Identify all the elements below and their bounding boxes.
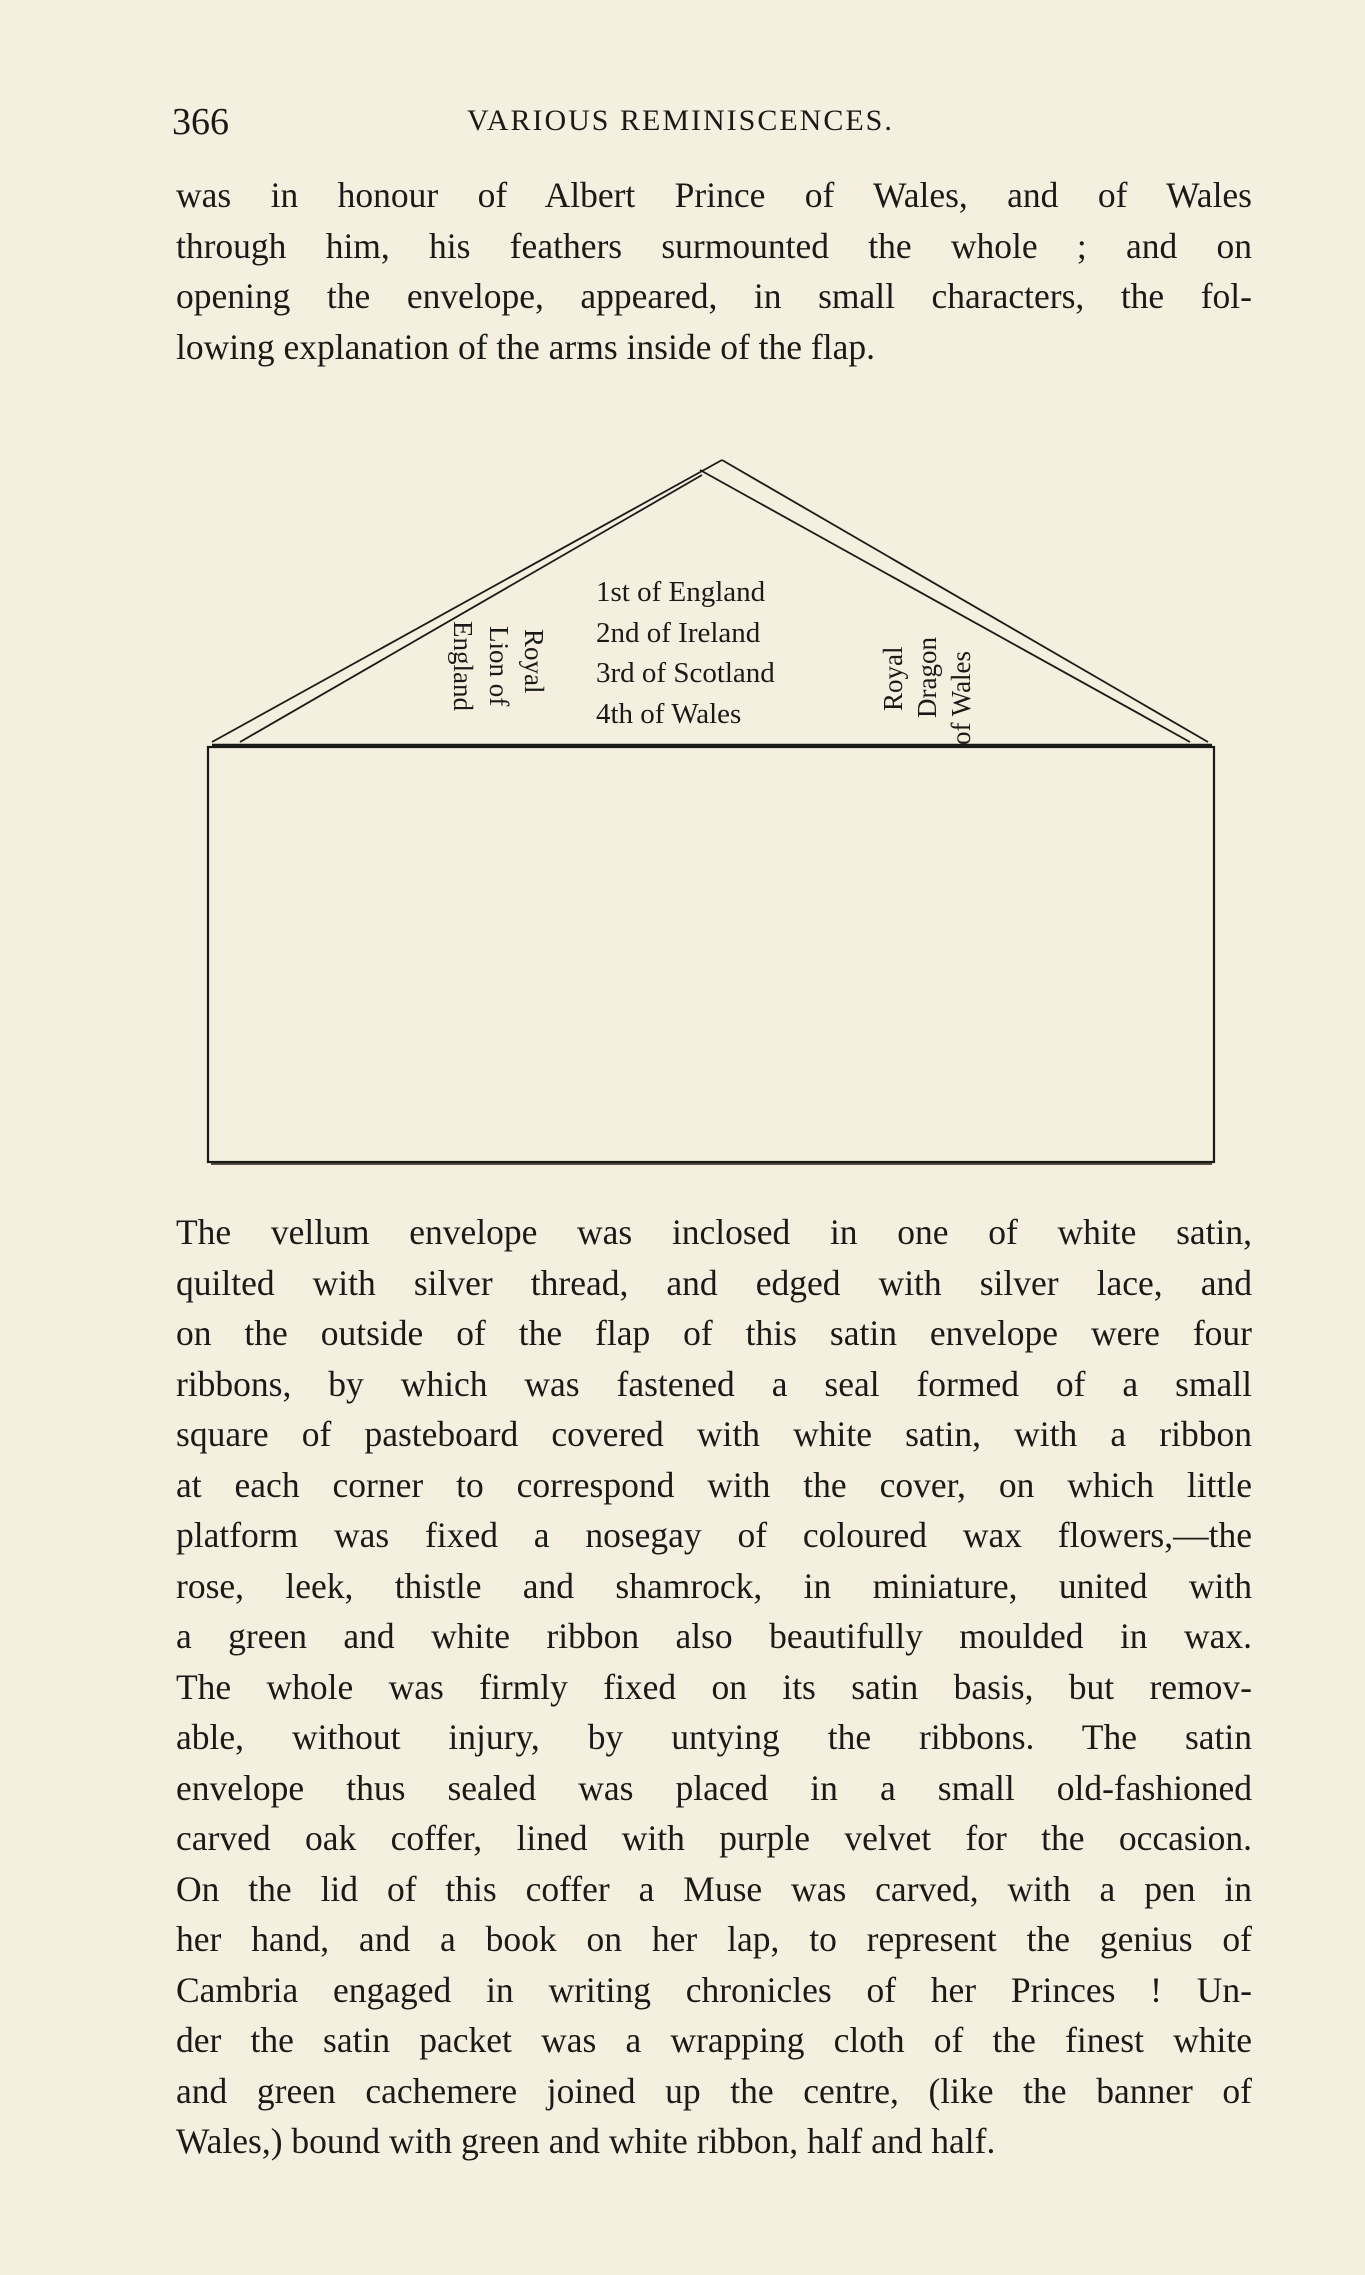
text-line: through him, his feathers surmounted the whole ; and on <box>176 225 1252 266</box>
text-line: ribbons, by which was fastened a seal formed of a small <box>176 1363 1252 1404</box>
text-line: carved oak coffer, lined with purple velvet for the occasion. <box>176 1818 1252 1858</box>
text-line: a green and white ribbon also beautifully moulded in wax. <box>176 1616 1252 1656</box>
text-line: The whole was firmly fixed on its satin basis, but remov- <box>176 1666 1252 1707</box>
left-label-line: Lion of <box>484 626 514 707</box>
text-line: square of pasteboard covered with white satin, with a ribbon <box>176 1414 1252 1454</box>
text-line: quilted with silver thread, and edged with silver lace, and <box>176 1262 1252 1303</box>
text-line: able, without injury, by untying the ribbons. The satin <box>176 1717 1252 1757</box>
text-line: was in honour of Albert Prince of Wales, and of Wales <box>176 175 1252 215</box>
envelope-body <box>208 747 1214 1162</box>
page-number: 366 <box>172 101 229 143</box>
text-line: on the outside of the flap of this satin envelope were four <box>176 1313 1252 1353</box>
text-line: The vellum envelope was inclosed in one of white satin, <box>176 1212 1252 1252</box>
text-line: envelope thus sealed was placed in a small old-fashioned <box>176 1767 1252 1808</box>
running-title: VARIOUS REMINISCENCES. <box>467 104 894 137</box>
text-line: On the lid of this coffer a Muse was carved, with a pen in <box>176 1868 1252 1909</box>
quarter-line: 2nd of Ireland <box>596 617 761 649</box>
text-line: Cambria engaged in writing chronicles of her Princes ! Un- <box>176 1969 1252 2010</box>
quarter-line: 3rd of Scotland <box>596 657 775 689</box>
right-label-line: Dragon <box>912 637 942 718</box>
text-line: platform was fixed a nosegay of coloured wax flowers,—the <box>176 1515 1252 1555</box>
left-label-line: England <box>448 621 478 711</box>
text-line: rose, leek, thistle and shamrock, in miniature, united with <box>176 1565 1252 1606</box>
text-line: Wales,) bound with green and white ribbon, half and half. <box>176 2121 996 2161</box>
quarter-line: 1st of England <box>596 576 766 608</box>
text-line: her hand, and a book on her lap, to represent the genius of <box>176 1919 1252 1959</box>
left-label-line: Royal <box>519 629 549 694</box>
text-line: and green cachemere joined up the centre, (like the banner of <box>176 2070 1252 2111</box>
paragraph-bottom <box>176 1207 1252 2167</box>
text-line: at each corner to correspond with the cover, on which little <box>176 1464 1252 1505</box>
flap-right-inner-edge <box>700 470 1190 742</box>
text-line: opening the envelope, appeared, in small characters, the fol- <box>176 276 1252 316</box>
right-label-line: Royal <box>878 646 908 711</box>
text-line: lowing explanation of the arms inside of the flap. <box>176 326 875 367</box>
text-line: der the satin packet was a wrapping cloth of the finest white <box>176 2020 1252 2060</box>
quarter-line: 4th of Wales <box>596 698 742 730</box>
right-label-line: of Wales <box>946 650 976 745</box>
